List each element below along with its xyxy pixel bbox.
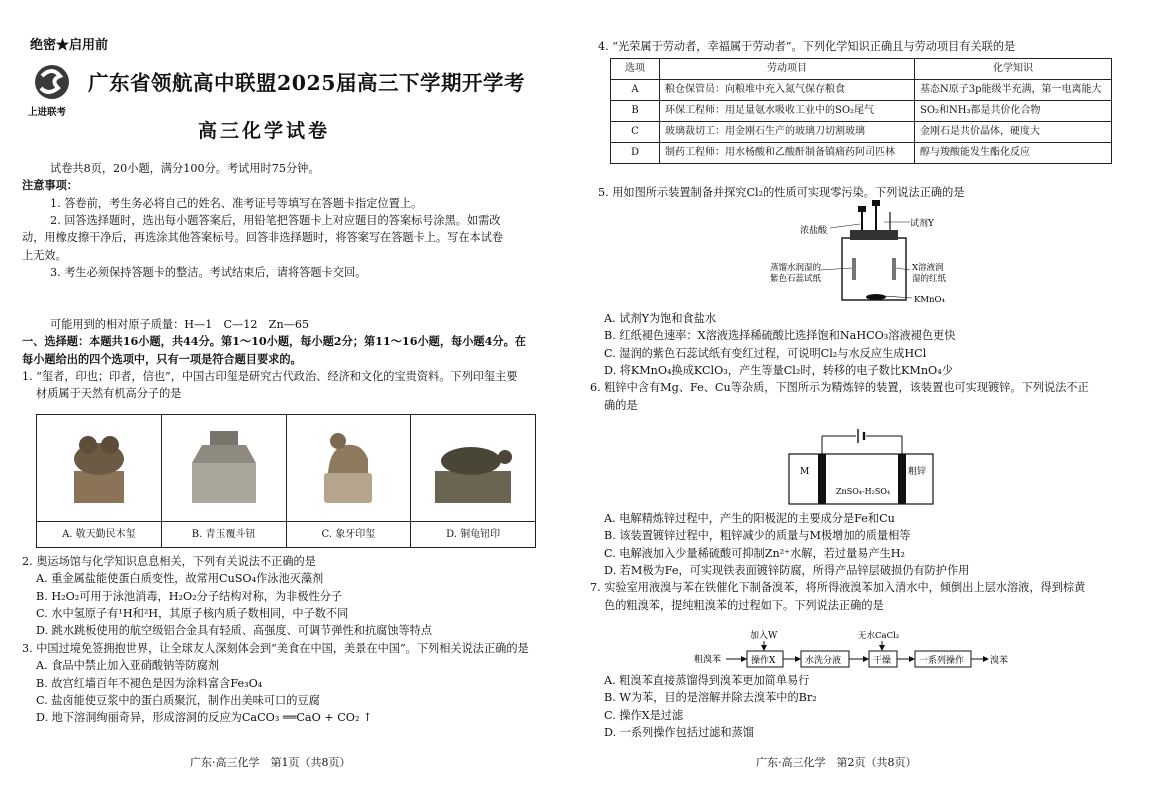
q4-row-b-labor: 环保工程师：用足量氨水吸收工业中的SO₂尾气 <box>660 101 915 122</box>
q7-flowchart <box>694 626 1014 672</box>
q3-option-a[interactable]: A. 食品中禁止加入亚硝酸钠等防腐剂 <box>36 659 220 673</box>
red-paper <box>892 258 896 280</box>
label-red-1: X溶液润 <box>912 263 944 273</box>
q6-stem-cont: 确的是 <box>604 398 638 412</box>
q1-option-a[interactable]: A. 敬天勤民木玺 <box>37 521 162 547</box>
q2-option-c[interactable]: C. 水中氢原子有¹H和²H，其原子核内质子数相同，中子数不同 <box>36 607 349 621</box>
q4-row-c-knowledge: 金刚石是共价晶体，硬度大 <box>915 122 1112 143</box>
q6-option-a[interactable]: A. 电解精炼锌过程中，产生的阳极泥的主要成分是Fe和Cu <box>604 512 895 525</box>
jade-seal-icon <box>186 423 262 507</box>
q4-row-a-option: A <box>611 80 660 101</box>
reagent-syringe <box>872 200 880 206</box>
leader-kmno4 <box>884 296 912 298</box>
exam-info: 试卷共8页，20小题，满分100分。考试用时75分钟。 <box>50 162 320 175</box>
label-kmno4: KMnO₄ <box>914 295 945 305</box>
cell-tank <box>789 454 933 504</box>
acid-funnel <box>858 206 866 212</box>
atomic-masses: 可能用到的相对原子质量：H—1 C—12 Zn—65 <box>50 318 310 331</box>
kmno4-solid <box>866 294 886 300</box>
q7-options <box>590 672 817 741</box>
logo-text: 上进联考 <box>28 107 67 119</box>
q5-option-b[interactable]: B. 红纸褪色速率：X溶液选择稀硫酸比选择饱和NaHCO₃溶液褪色更快 <box>604 329 956 343</box>
q5-option-a[interactable]: A. 试剂Y为饱和食盐水 <box>604 312 717 325</box>
table-row[interactable] <box>611 143 1112 164</box>
q1-image-table <box>36 414 536 548</box>
q6-stem: 6. 粗锌中含有Mg、Fe、Cu等杂质，下图所示为精炼锌的装置，该装置也可实现镀锌。下列说法不正 <box>590 381 1089 395</box>
label-red-2: 湿的红纸 <box>912 274 947 284</box>
litmus-paper <box>852 258 856 280</box>
label-m: M <box>800 467 810 477</box>
q5-options <box>590 310 1089 414</box>
secret-label: 绝密★启用前 <box>30 38 109 53</box>
notes-title: 注意事项： <box>22 178 78 193</box>
bronze-turtle-seal-icon <box>425 423 521 507</box>
flow-op-x: 操作X <box>751 656 776 666</box>
flask-body <box>842 238 906 300</box>
footer-left: 广东·高三化学 第1页（共8页） <box>190 756 351 769</box>
q7-option-c[interactable]: C. 操作X是过滤 <box>604 708 684 722</box>
q1-option-c[interactable]: C. 象牙印玺 <box>286 521 411 547</box>
q4-header-option: 选项 <box>611 59 660 80</box>
wooden-seal-icon <box>64 423 134 507</box>
exam-title: 广东省领航高中联盟2025届高三下学期开学考 <box>88 71 526 95</box>
flow-end: 溴苯 <box>990 656 1009 666</box>
q3-option-d[interactable]: D. 地下溶洞绚丽奇异，形成溶洞的反应为CaCO₃ ══CaO + CO₂ ↑ <box>36 711 373 725</box>
electrode-crude <box>898 454 906 504</box>
q5-apparatus-figure <box>770 200 980 306</box>
flow-series: 一系列操作 <box>919 656 965 666</box>
q1-option-d[interactable]: D. 铜龟钮印 <box>446 528 501 540</box>
q6-electrolysis-figure <box>786 424 936 506</box>
flow-add-w: 加入W <box>750 631 778 641</box>
q7-option-a[interactable]: A. 粗溴苯直接蒸馏得到溴苯更加简单易行 <box>604 674 810 687</box>
section-1-heading: 一、选择题：本题共16小题，共44分。第1～10小题，每小题2分；第11～16小题，每小题4分。在 <box>22 334 526 349</box>
label-acid: 浓盐酸 <box>800 226 828 236</box>
q2-option-a[interactable]: A. 重金属盐能使蛋白质变性，故常用CuSO₄作泳池灭藻剂 <box>36 572 324 586</box>
label-litmus-2: 紫色石蕊试纸 <box>770 274 822 284</box>
q7-option-d[interactable]: D. 一系列操作包括过滤和蒸馏 <box>604 726 754 740</box>
q1-image-d <box>411 415 536 522</box>
q1-image-c <box>286 415 411 522</box>
q4-row-a-knowledge: 基态N原子3p能级半充满，第一电离能大 <box>915 80 1112 101</box>
flow-wash: 水洗分液 <box>805 656 842 666</box>
stopper <box>850 230 898 240</box>
logo <box>28 62 76 119</box>
q1-option-b[interactable]: B. 青玉覆斗钮 <box>161 521 286 547</box>
q3-option-c[interactable]: C. 盐卤能使豆浆中的蛋白质聚沉，制作出美味可口的豆腐 <box>36 693 320 707</box>
logo-icon <box>28 62 76 102</box>
note-3: 3. 考生必须保持答题卡的整洁。考试结束后，请将答题卡交回。 <box>50 266 367 280</box>
exam-subtitle: 高三化学试卷 <box>198 120 331 142</box>
q4-stem: 4. “光荣属于劳动者，幸福属于劳动者”。下列化学知识正确且与劳动项目有关联的是 <box>598 40 1016 53</box>
q1-image-b <box>161 415 286 522</box>
label-litmus-1: 蒸馏水润湿的 <box>770 263 822 273</box>
q5-option-d[interactable]: D. 将KMnO₄换成KClO₃，产生等量Cl₂时，转移的电子数比KMnO₄少 <box>604 364 953 378</box>
table-row[interactable] <box>611 122 1112 143</box>
q1-stem: 1. “玺者，印也；印者，信也”，中国古印玺是研究古代政治、经济和文化的宝贵资料。下列印玺主要 <box>22 370 518 384</box>
q6-q7 <box>590 510 1085 614</box>
flow-cacl2: 无水CaCl₂ <box>858 631 900 641</box>
q4-row-b-knowledge: SO₂和NH₃都是共价化合物 <box>915 101 1112 122</box>
q3-stem: 3. 中国过境免签拥抱世界，让全球友人深刻体会到“美食在中国，美景在中国”。下列相关说法正确的是 <box>22 641 529 655</box>
leader-acid <box>830 224 860 228</box>
q4-header-knowledge: 化学知识 <box>915 59 1112 80</box>
intro <box>22 160 503 282</box>
ivory-seal-icon <box>310 423 386 507</box>
q4-row-d-labor: 制药工程师：用水杨酸和乙酸酐制备镇痛药阿司匹林 <box>660 143 915 164</box>
q7-stem-cont: 色的粗溴苯，提纯粗溴苯的过程如下。下列说法正确的是 <box>604 598 884 612</box>
q4-row-d-option: D <box>611 143 660 164</box>
q4-row-a-labor: 粮仓保管员：向粮堆中充入氮气保存粮食 <box>660 80 915 101</box>
label-reagent: 试剂Y <box>910 219 934 229</box>
electrode-m <box>818 454 826 504</box>
section-1-heading-cont: 每小题给出的四个选项中，只有一项是符合题目要求的。 <box>22 351 302 366</box>
q6-option-c[interactable]: C. 电解液加入少量稀硫酸可抑制Zn²⁺水解，若过量易产生H₂ <box>604 546 906 560</box>
q7-stem: 7. 实验室用液溴与苯在铁催化下制备溴苯，将所得液溴苯加入清水中，倾倒出上层水溶液，得到棕黄 <box>590 581 1086 595</box>
leader-litmus <box>820 268 852 270</box>
table-row[interactable] <box>611 101 1112 122</box>
note-1: 1. 答卷前，考生务必将自己的姓名、准考证号等填写在答题卡指定位置上。 <box>50 196 423 210</box>
q2-option-d[interactable]: D. 跳水跳板使用的航空级铝合金具有轻质、高强度、可调节弹性和抗腐蚀等特点 <box>36 624 433 638</box>
q4-row-d-knowledge: 醇与羧酸能发生酯化反应 <box>915 143 1112 164</box>
q4-header-row <box>611 59 1112 80</box>
q5-option-c[interactable]: C. 湿润的紫色石蕊试纸有变红过程，可说明Cl₂与水反应生成HCl <box>604 346 927 360</box>
table-row[interactable] <box>611 80 1112 101</box>
q6-option-d[interactable]: D. 若M极为Fe，可实现铁表面镀锌防腐，所得产品锌层破损仍有防护作用 <box>604 564 970 578</box>
q3-option-b[interactable]: B. 故宫红墙百年不褪色是因为涂料富含Fe₃O₄ <box>36 676 263 690</box>
footer-right: 广东·高三化学 第2页（共8页） <box>756 756 917 769</box>
q1-stem-cont: 材质属于天然有机高分子的是 <box>36 387 182 401</box>
q4-row-c-option: C <box>611 122 660 143</box>
note-2-cont: 动，用橡皮擦干净后，再选涂其他答案标号。回答非选择题时，将答案写在答题卡上。写在本试卷 <box>22 231 504 245</box>
q7-option-b[interactable]: B. W为苯，目的是溶解并除去溴苯中的Br₂ <box>604 691 817 705</box>
q5-stem: 5. 用如图所示装置制备并探究Cl₂的性质可实现零污染。下列说法正确的是 <box>598 186 965 199</box>
q2-option-b[interactable]: B. H₂O₂可用于泳池消毒，H₂O₂分子结构对称，为非极性分子 <box>36 589 343 603</box>
q2-stem: 2. 奥运场馆与化学知识息息相关，下列有关说法不正确的是 <box>22 555 316 568</box>
note-2: 2. 回答选择题时，选出每小题答案后，用铅笔把答题卡上对应题目的答案标号涂黑。如需改 <box>50 214 501 228</box>
q1-image-a <box>37 415 162 522</box>
q4-header-labor: 劳动项目 <box>660 59 915 80</box>
flow-dry: 干燥 <box>873 656 892 666</box>
q2-q3 <box>22 553 529 727</box>
label-solution: ZnSO₄-H₂SO₄ <box>836 487 891 496</box>
note-2-end: 上无效。 <box>22 248 67 262</box>
q4-row-c-labor: 玻璃裁切工：用金刚石生产的玻璃刀切割玻璃 <box>660 122 915 143</box>
q4-table <box>610 58 1112 164</box>
label-crude-zinc: 粗锌 <box>908 467 927 477</box>
section-1 <box>22 316 526 403</box>
q4-row-b-option: B <box>611 101 660 122</box>
flow-start: 粗溴苯 <box>694 655 722 665</box>
leader-red <box>896 268 910 270</box>
q6-option-b[interactable]: B. 该装置镀锌过程中，粗锌减少的质量与M极增加的质量相等 <box>604 529 911 543</box>
